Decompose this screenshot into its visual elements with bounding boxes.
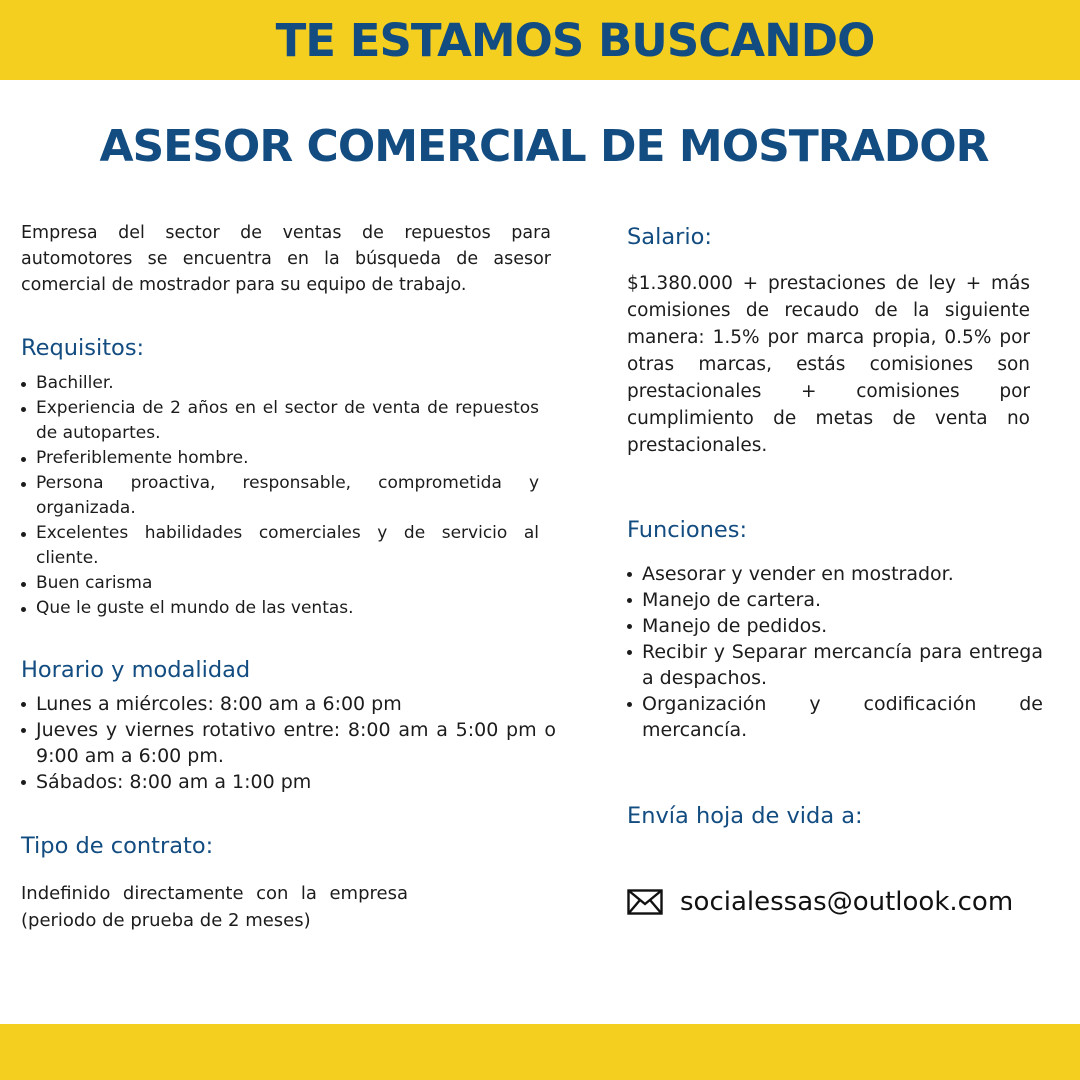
right-column xyxy=(627,220,1043,830)
list-item: Preferiblemente hombre. xyxy=(21,446,539,471)
list-item: Que le guste el mundo de las ventas. xyxy=(21,596,539,621)
requisitos-list xyxy=(21,371,539,621)
left-column xyxy=(21,220,556,934)
list-item: Excelentes habilidades comerciales y de servicio al cliente. xyxy=(21,521,539,571)
list-item: Persona proactiva, responsable, comprometida y organizada. xyxy=(21,471,539,521)
horario-heading: Horario y modalidad xyxy=(21,657,251,683)
email-address[interactable]: socialessas@outlook.com xyxy=(680,887,1014,917)
contrato-heading: Tipo de contrato: xyxy=(21,833,214,859)
contrato-text: Indefinido directamente con la empresa (periodo de prueba de 2 meses) xyxy=(21,883,408,931)
mail-icon xyxy=(627,889,663,915)
contact-email-row[interactable] xyxy=(627,884,1047,920)
list-item: Sábados: 8:00 am a 1:00 pm xyxy=(21,769,556,795)
banner-title: TE ESTAMOS BUSCANDO xyxy=(275,14,875,67)
list-item: Organización y codificación de mercancía. xyxy=(627,691,1043,743)
top-banner xyxy=(0,0,1080,80)
funciones-heading: Funciones: xyxy=(627,517,748,543)
list-item: Jueves y viernes rotativo entre: 8:00 am a 5:00 pm o 9:00 am a 6:00 pm. xyxy=(21,717,556,769)
funciones-list xyxy=(627,561,1043,743)
list-item: Manejo de pedidos. xyxy=(627,613,1043,639)
salario-heading: Salario: xyxy=(627,224,712,250)
intro-paragraph: Empresa del sector de ventas de repuestos para automotores se encuentra en la búsqueda de asesor comercial de mostrador para su equipo de trabajo. xyxy=(21,223,551,295)
list-item: Asesorar y vender en mostrador. xyxy=(627,561,1043,587)
salario-text: $1.380.000 + prestaciones de ley + más comisiones de recaudo de la siguiente manera: 1.5% por marca propia, 0.5% por otras marcas, estás comisiones son prestacionales + comisiones por cumplimiento de metas de venta no prestacionales. xyxy=(627,273,1030,456)
list-item: Manejo de cartera. xyxy=(627,587,1043,613)
contacto-heading: Envía hoja de vida a: xyxy=(627,803,863,829)
list-item: Buen carisma xyxy=(21,571,539,596)
requisitos-heading: Requisitos: xyxy=(21,335,145,361)
list-item: Recibir y Separar mercancía para entrega a despachos. xyxy=(627,639,1043,691)
position-title: ASESOR COMERCIAL DE MOSTRADOR xyxy=(99,121,989,172)
bottom-banner xyxy=(0,1024,1080,1080)
list-item: Lunes a miércoles: 8:00 am a 6:00 pm xyxy=(21,691,556,717)
list-item: Experiencia de 2 años en el sector de venta de repuestos de autopartes. xyxy=(21,396,539,446)
horario-list xyxy=(21,691,556,795)
list-item: Bachiller. xyxy=(21,371,539,396)
